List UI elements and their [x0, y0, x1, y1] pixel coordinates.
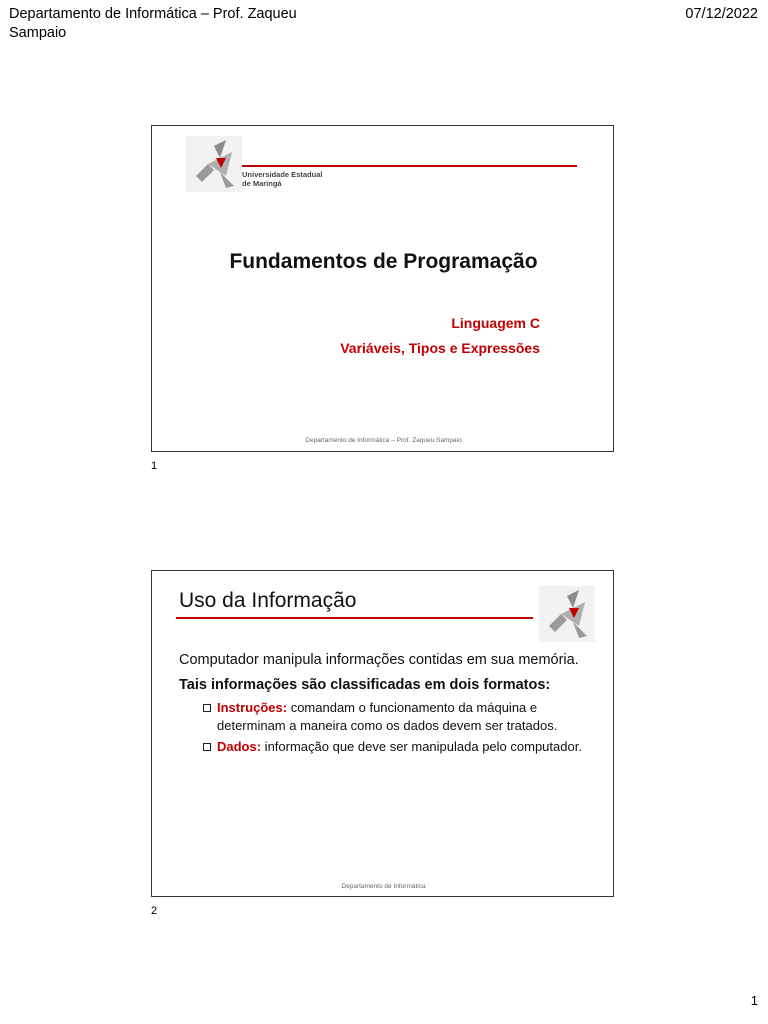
- slide-subtitle-topic: Variáveis, Tipos e Expressões: [340, 340, 540, 356]
- university-name-line1: Universidade Estadual: [242, 170, 323, 179]
- checkbox-bullet-icon: [203, 704, 211, 712]
- header-divider: [242, 165, 577, 167]
- body-paragraph: Computador manipula informações contidas em sua memória.: [179, 652, 579, 668]
- list-item: [179, 738, 599, 756]
- page-header-left: Departamento de Informática – Prof. Zaqueu Sampaio: [9, 6, 297, 41]
- slide-1: [151, 125, 614, 452]
- university-name-line2: de Maringá: [242, 179, 282, 188]
- title-underline: [176, 617, 533, 619]
- slide-subtitle-language: Linguagem C: [451, 315, 540, 331]
- slide-body: [179, 651, 599, 759]
- page-header-date: 07/12/2022: [685, 6, 758, 22]
- slide-footer: Departamento de Informática: [341, 883, 426, 890]
- slide-title: Uso da Informação: [179, 589, 357, 612]
- uem-logo-icon: [186, 136, 242, 192]
- uem-logo-icon: [539, 586, 595, 642]
- bullet-term: Dados:: [217, 739, 262, 754]
- bullet-text: comandam o funcionamento da máquina e determinam a maneira como os dados devem ser tratados.: [217, 700, 558, 733]
- slide-number: 2: [151, 905, 158, 917]
- page-number: 1: [750, 993, 758, 1008]
- bullet-term: Instruções:: [217, 700, 288, 715]
- slide-title: Fundamentos de Programação: [229, 250, 538, 273]
- bullet-text: informação que deve ser manipulada pelo computador.: [261, 739, 582, 754]
- checkbox-bullet-icon: [203, 743, 211, 751]
- slide-2: [151, 570, 614, 897]
- body-heading: Tais informações são classificadas em dois formatos:: [179, 677, 551, 693]
- slide-number: 1: [151, 460, 158, 472]
- list-item: [179, 699, 599, 735]
- university-name: [242, 170, 322, 188]
- slide-footer: Departamento de Informática – Prof. Zaqueu Sampaio: [305, 437, 462, 444]
